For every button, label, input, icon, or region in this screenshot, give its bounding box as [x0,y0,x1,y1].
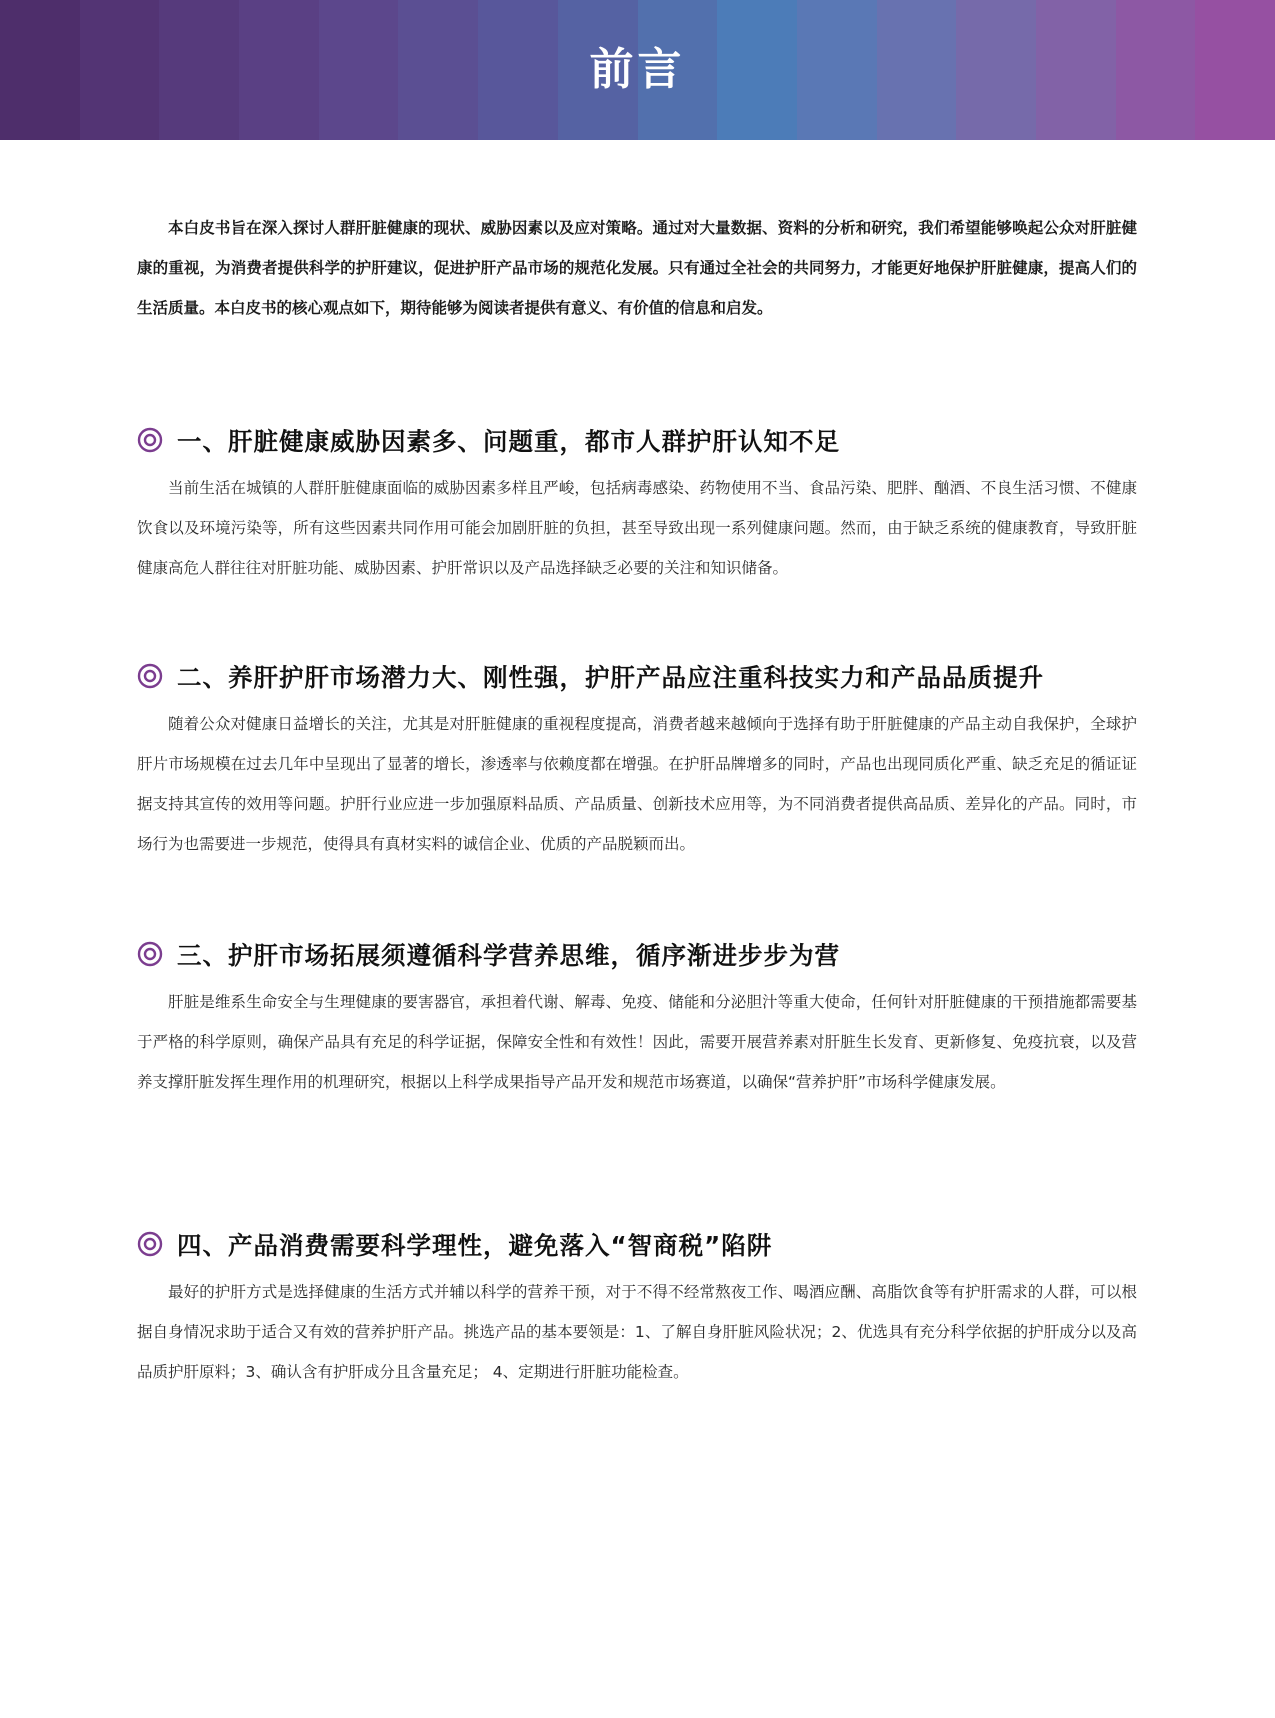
intro-paragraph: 本白皮书旨在深入探讨人群肝脏健康的现状、威胁因素以及应对策略。通过对大量数据、资料的分析和研究，我们希望能够唤起公众对肝脏健康的重视，为消费者提供科学的护肝建议，促进护肝产品市场的规范化发展。只有通过全社会的共同努力，才能更好地保护肝脏健康，提高人们的生活质量。本白皮书的核心观点如下，期待能够为阅读者提供有意义、有价值的信息和启发。 [137,219,1137,317]
section-2 [137,654,1137,864]
section-1-body: 当前生活在城镇的人群肝脏健康面临的威胁因素多样且严峻，包括病毒感染、药物使用不当、食品污染、肥胖、酗酒、不良生活习惯、不健康饮食以及环境污染等，所有这些因素共同作用可能会加剧肝脏的负担，甚至导致出现一系列健康问题。然而，由于缺乏系统的健康教育，导致肝脏健康高危人群往往对肝脏功能、威胁因素、护肝常识以及产品选择缺乏必要的关注和知识储备。 [137,479,1137,577]
section-2-heading [137,654,1137,698]
target-icon [137,427,163,453]
section-1 [137,418,1137,588]
section-3-title: 三、护肝市场拓展须遵循科学营养思维，循序渐进步步为营 [177,940,840,970]
section-1-title: 一、肝脏健康威胁因素多、问题重，都市人群护肝认知不足 [177,426,840,456]
section-4-heading [137,1222,1137,1266]
section-2-title: 二、养肝护肝市场潜力大、刚性强，护肝产品应注重科技实力和产品品质提升 [177,662,1044,692]
target-icon [137,941,163,967]
page-title: 前言 [589,44,686,95]
section-3-body: 肝脏是维系生命安全与生理健康的要害器官，承担着代谢、解毒、免疫、储能和分泌胆汁等重大使命，任何针对肝脏健康的干预措施都需要基于严格的科学原则，确保产品具有充足的科学证据，保障安全性和有效性！因此，需要开展营养素对肝脏生长发育、更新修复、免疫抗衰，以及营养支撑肝脏发挥生理作用的机理研究，根据以上科学成果指导产品开发和规范市场赛道，以确保“营养护肝”市场科学健康发展。 [137,993,1137,1091]
target-icon [137,663,163,689]
target-icon [137,1231,163,1257]
section-3 [137,932,1137,1102]
section-3-heading [137,932,1137,976]
section-1-heading [137,418,1137,462]
section-4 [137,1222,1137,1392]
section-4-body: 最好的护肝方式是选择健康的生活方式并辅以科学的营养干预，对于不得不经常熬夜工作、喝酒应酬、高脂饮食等有护肝需求的人群，可以根据自身情况求助于适合又有效的营养护肝产品。挑选产品的基本要领是：1、了解自身肝脏风险状况；2、优选具有充分科学依据的护肝成分以及高品质护肝原料；3、确认含有护肝成分且含量充足； 4、定期进行肝脏功能检查。 [137,1283,1137,1381]
section-4-title: 四、产品消费需要科学理性，避免落入“智商税”陷阱 [177,1230,773,1260]
section-2-body: 随着公众对健康日益增长的关注，尤其是对肝脏健康的重视程度提高，消费者越来越倾向于选择有助于肝脏健康的产品主动自我保护，全球护肝片市场规模在过去几年中呈现出了显著的增长，渗透率与依赖度都在增强。在护肝品牌增多的同时，产品也出现同质化严重、缺乏充足的循证证据支持其宣传的效用等问题。护肝行业应进一步加强原料品质、产品质量、创新技术应用等，为不同消费者提供高品质、差异化的产品。同时，市场行为也需要进一步规范，使得具有真材实料的诚信企业、优质的产品脱颖而出。 [137,715,1137,853]
